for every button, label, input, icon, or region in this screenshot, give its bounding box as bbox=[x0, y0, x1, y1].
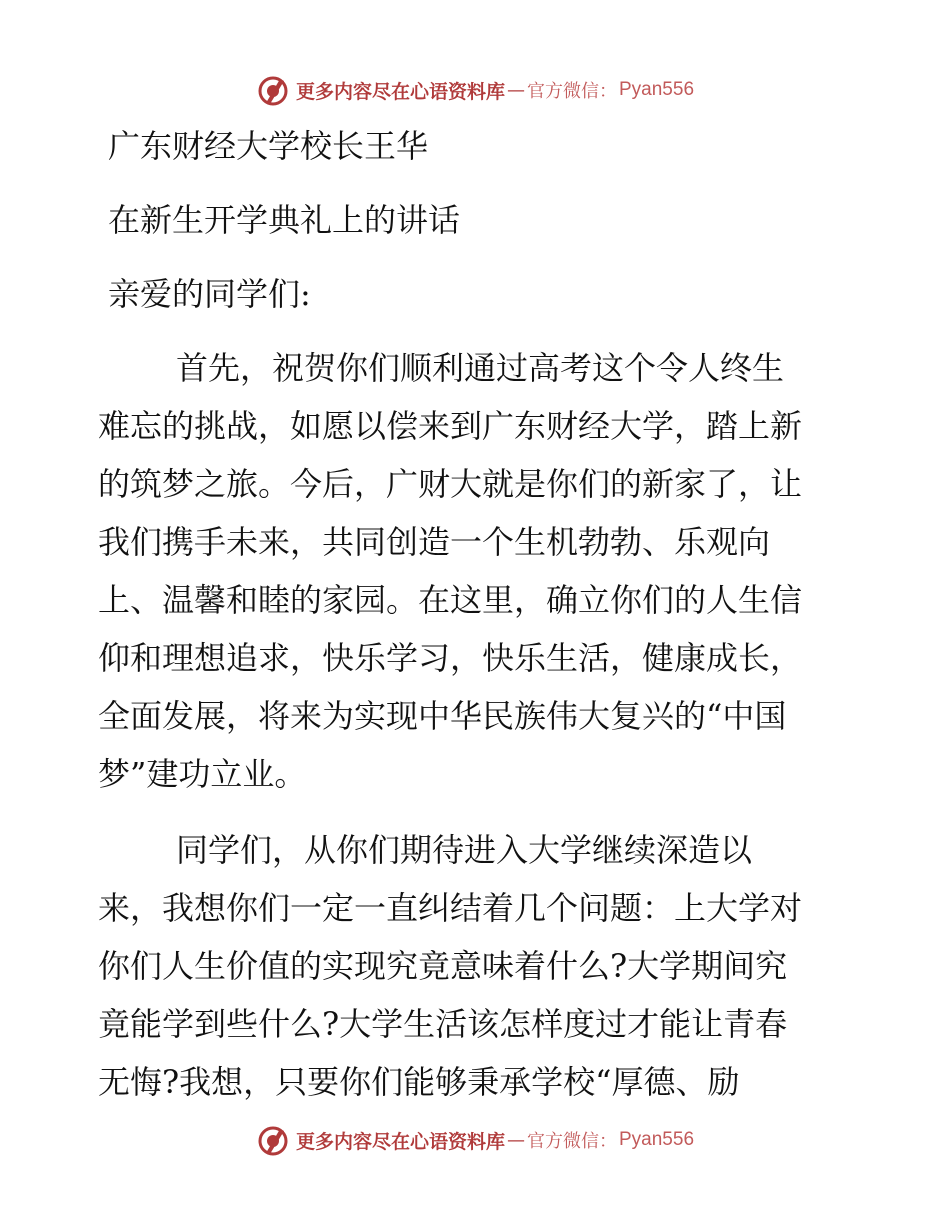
speech-subtitle: 在新生开学典礼上的讲话 bbox=[108, 201, 461, 239]
quill-logo-icon bbox=[256, 73, 290, 107]
banner-dash: — bbox=[507, 79, 525, 101]
banner-dash: — bbox=[507, 1129, 525, 1151]
paragraph-line: 首先，祝贺你们顺利通过高考这个令人终生 bbox=[176, 349, 785, 387]
paragraph-line: 我们携手未来，共同创造一个生机勃勃、乐观向 bbox=[98, 523, 771, 561]
paragraph-line: 上、温馨和睦的家园。在这里，确立你们的人生信 bbox=[98, 581, 803, 619]
paragraph-line: 全面发展，将来为实现中华民族伟大复兴的“中国 bbox=[98, 697, 787, 735]
paragraph-line: 你们人生价值的实现究竟意味着什么?大学期间究 bbox=[98, 947, 788, 985]
banner-handle: Pyan556 bbox=[619, 79, 695, 100]
header-banner bbox=[0, 70, 950, 110]
footer-banner bbox=[0, 1120, 950, 1160]
paragraph-line: 仰和理想追求，快乐学习，快乐生活，健康成长， bbox=[98, 639, 803, 677]
paragraph-line: 来，我想你们一定一直纠结着几个问题：上大学对 bbox=[98, 889, 803, 927]
banner-sub-text: 官方微信： bbox=[527, 81, 617, 102]
paragraph-line: 梦”建功立业。 bbox=[98, 755, 307, 793]
paragraph-line: 同学们，从你们期待进入大学继续深造以 bbox=[176, 831, 753, 869]
paragraph-line: 的筑梦之旅。今后，广财大就是你们的新家了，让 bbox=[98, 465, 803, 503]
salutation: 亲爱的同学们: bbox=[108, 275, 311, 313]
paragraph-line: 难忘的挑战，如愿以偿来到广东财经大学，踏上新 bbox=[98, 407, 803, 445]
quill-logo-icon bbox=[256, 1123, 290, 1157]
banner-main-text: 更多内容尽在心语资料库 bbox=[295, 1130, 505, 1153]
paragraph-line: 竟能学到些什么?大学生活该怎样度过才能让青春 bbox=[98, 1005, 788, 1043]
banner-sub-text: 官方微信： bbox=[527, 1131, 617, 1152]
banner-main-text: 更多内容尽在心语资料库 bbox=[295, 80, 505, 103]
speech-title: 广东财经大学校长王华 bbox=[108, 127, 429, 165]
banner-handle: Pyan556 bbox=[619, 1129, 695, 1150]
paragraph-line: 无悔?我想，只要你们能够秉承学校“厚德、励 bbox=[98, 1063, 740, 1101]
